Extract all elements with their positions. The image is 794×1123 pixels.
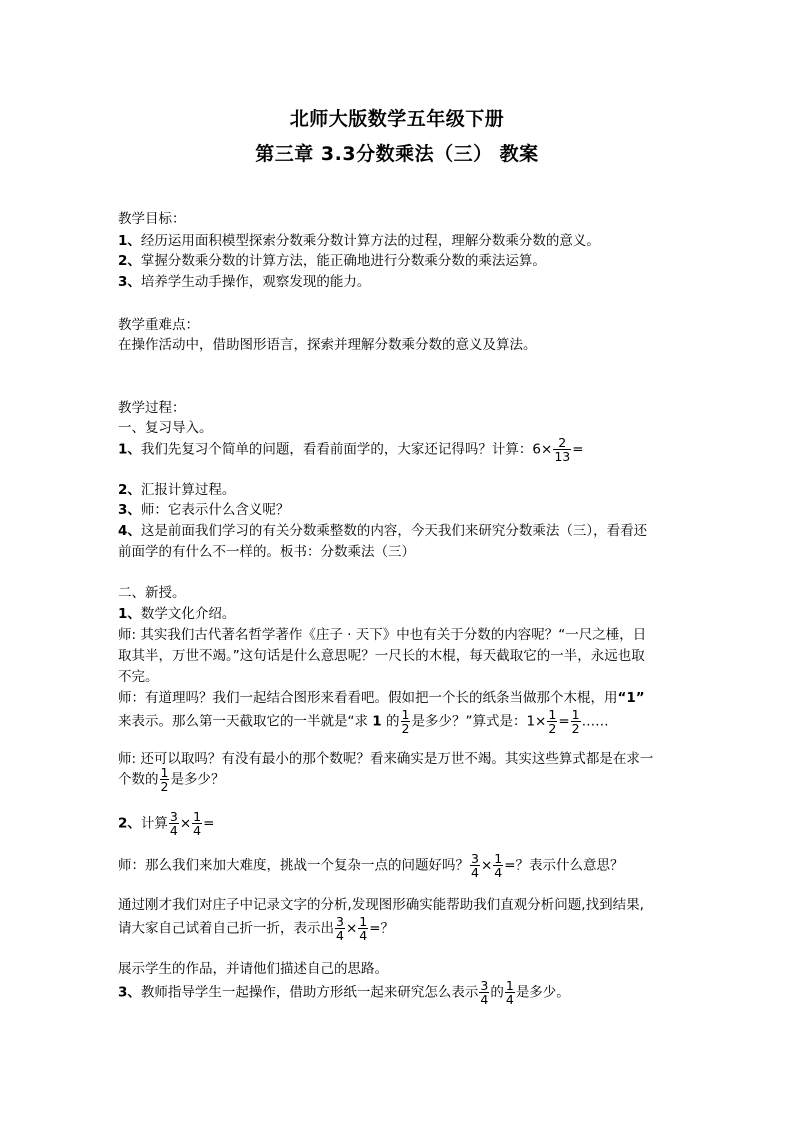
- objectives-heading: 教学目标：: [118, 211, 186, 227]
- fraction: $\frac{3}{4}$: [471, 851, 479, 880]
- section1-item-4-cont: 前面学的有什么不一样的。板书：分数乘法（三）: [118, 544, 415, 560]
- paragraph-5-line-2: 请大家自己试着自己折一折，表示出 $\frac{3}{4}$ × $\frac{1}{4}$ =？: [118, 914, 395, 943]
- section1-item-1: 1、我们先复习个简单的问题，看看前面学的，大家还记得吗？计算：6× $\frac{2}{13}$ =: [118, 435, 584, 464]
- section2-title: 二、新授。: [118, 585, 186, 601]
- item-text: 我们先复习个简单的问题，看看前面学的，大家还记得吗？计算：: [140, 441, 533, 458]
- item-number: 4、: [118, 523, 141, 539]
- item-text: 培养学生动手操作，观察发现的能力。: [140, 274, 371, 290]
- document-subtitle: 第三章 3.3分数乘法（三） 教案: [255, 143, 539, 165]
- fraction: $\frac{3}{4}$: [169, 809, 178, 838]
- paragraph-2-line-2: 来表示。那么第一天截取它的一半就是“求 1 的 $\frac{1}{2}$ 是多少？”算式是：1× $\frac{1}{2}$ = $\frac{1}{2}$ ……: [118, 707, 609, 736]
- keypoints-heading: 教学重难点：: [118, 317, 199, 333]
- item-text: 这是前面我们学习的有关分数乘整数的内容，今天我们来研究分数乘法（三），看看还: [140, 523, 648, 539]
- item-text: 经历运用面积模型探索分数乘分数计算方法的过程，理解分数乘分数的意义。: [140, 233, 600, 249]
- section1-item-4: [118, 519, 678, 539]
- objective-item-1: [118, 229, 678, 249]
- fraction: $\frac{3}{4}$: [480, 978, 489, 1007]
- item-number: 3、: [118, 984, 141, 1001]
- fraction: $\frac{1}{4}$: [494, 851, 503, 880]
- item-number: 1、: [118, 233, 141, 249]
- section2-item-1: [118, 602, 678, 622]
- item-number: 2、: [118, 815, 141, 832]
- paragraph-5-line-1: 通过刚才我们对庄子中记录文字的分析,发现图形确实能帮助我们直观分析问题,找到结果,: [118, 897, 644, 913]
- section1-item-2: [118, 478, 678, 498]
- fraction: $\frac{1}{2}$: [571, 707, 580, 736]
- paragraph-6: 展示学生的作品，并请他们描述自己的思路。: [118, 961, 388, 977]
- paragraph-3-line-2: 个数的 $\frac{1}{2}$ 是多少？: [118, 765, 225, 794]
- objective-item-3: [118, 270, 678, 290]
- process-heading: 教学过程：: [118, 400, 186, 416]
- section2-item-3: 3、教师指导学生一起操作，借助方形纸一起来研究怎么表示 $\frac{3}{4}$ 的 $\frac{1}{4}$ 是多少。: [118, 978, 570, 1007]
- fraction: $\frac{3}{4}$: [336, 914, 344, 943]
- fraction: $\frac{1}{2}$: [548, 707, 557, 736]
- item-number: 1、: [118, 606, 141, 622]
- math-expression: 6×: [532, 441, 553, 458]
- item-number: 2、: [118, 482, 141, 498]
- fraction: $\frac{1}{4}$: [359, 914, 368, 943]
- paragraph-4: 师：那么我们来加大难度，挑战一个复杂一点的问题好吗？ $\frac{3}{4}$ × $\frac{1}{4}$ =？表示什么意思？: [118, 851, 624, 880]
- item-number: 3、: [118, 502, 141, 518]
- objective-item-2: [118, 249, 678, 269]
- paragraph-1-line-3: 不完。: [118, 669, 159, 685]
- fraction: $\frac{2}{13}$: [554, 435, 571, 464]
- paragraph-1-line-2: 取其半，万世不竭。”这句话是什么意思呢？一尺长的木棍，每天截取它的一半，永远也取: [118, 648, 645, 664]
- paragraph-2-line-1: 师：有道理吗？我们一起结合图形来看看吧。假如把一个长的纸条当做那个木棍，用“1”: [118, 690, 645, 706]
- paragraph-3-line-1: 师: 还可以取吗？有没有最小的那个数呢？看来确实是万世不竭。其实这些算式都是在求一: [118, 751, 654, 767]
- document-title: 北师大版数学五年级下册: [289, 108, 505, 130]
- item-number: 3、: [118, 274, 141, 290]
- fraction: $\frac{1}{2}$: [160, 765, 169, 794]
- item-text: 数学文化介绍。: [140, 606, 236, 622]
- section1-title: 一、复习导入。: [118, 420, 213, 436]
- item-number: 1、: [118, 441, 141, 458]
- item-text: 掌握分数乘分数的计算方法，能正确地进行分数乘分数的乘法运算。: [140, 253, 546, 269]
- paragraph-1-line-1: 师: 其实我们古代著名哲学著作《庄子 · 天下》中也有关于分数的内容呢？“一尺之棰，日: [118, 627, 647, 643]
- section1-item-3: [118, 498, 678, 518]
- item-text: 汇报计算过程。: [140, 482, 236, 498]
- section2-item-2: 2、计算 $\frac{3}{4}$ × $\frac{1}{4}$ =: [118, 809, 215, 838]
- fraction: $\frac{1}{4}$: [505, 978, 514, 1007]
- fraction: $\frac{1}{4}$: [193, 809, 202, 838]
- fraction: $\frac{1}{2}$: [401, 707, 410, 736]
- item-number: 2、: [118, 253, 141, 269]
- item-text: 师：它表示什么含义呢？: [140, 502, 290, 518]
- keypoints-text: 在操作活动中，借助图形语言，探索并理解分数乘分数的意义及算法。: [118, 337, 537, 353]
